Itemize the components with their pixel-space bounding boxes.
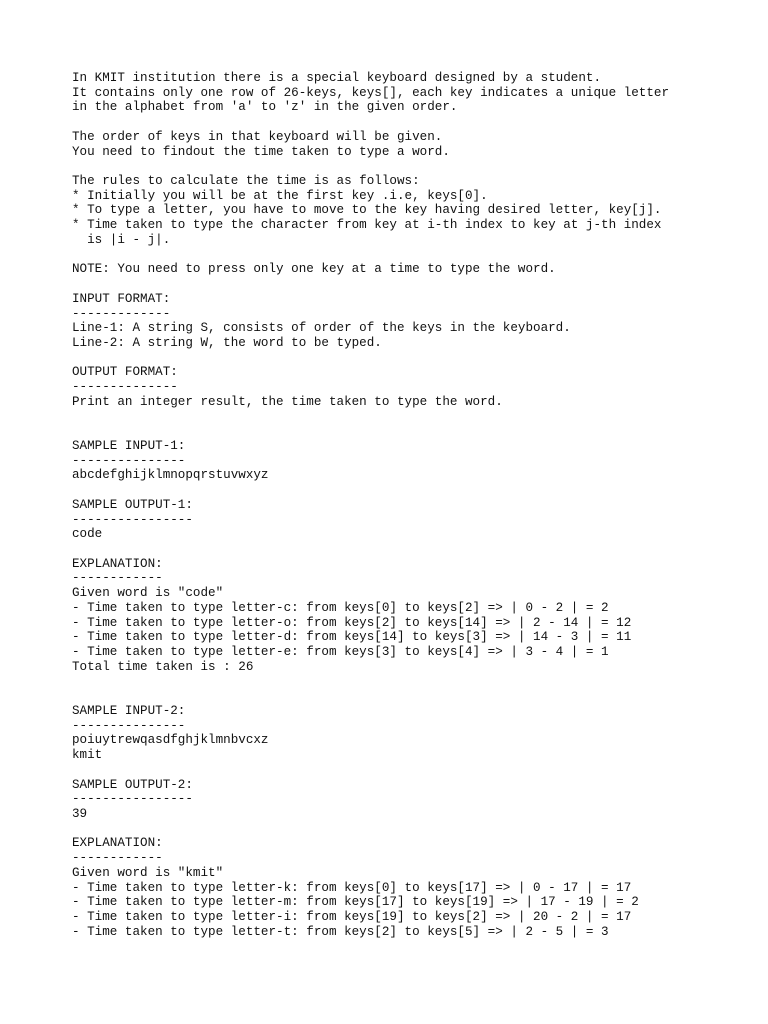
- text-line: - Time taken to type letter-m: from keys[17] to keys[19] => | 17 - 19 | = 2: [72, 895, 639, 910]
- blank-line: [72, 674, 752, 689]
- blank-line: [72, 351, 752, 366]
- text-line: * Time taken to type the character from key at i-th index to key at j-th index: [72, 218, 662, 233]
- text-line: * To type a letter, you have to move to the key having desired letter, key[j].: [72, 203, 662, 218]
- text-line: - Time taken to type letter-c: from keys[0] to keys[2] => | 0 - 2 | = 2: [72, 600, 609, 615]
- text-line: In KMIT institution there is a special keyboard designed by a student.: [72, 71, 602, 85]
- text-line: INPUT FORMAT:: [72, 291, 171, 306]
- blank-line: [72, 424, 752, 439]
- text-line: Given word is "code": [72, 586, 224, 601]
- text-line: abcdefghijklmnopqrstuvwxyz: [72, 468, 269, 483]
- document-page: [72, 71, 752, 939]
- text-line: - Time taken to type letter-i: from keys[19] to keys[2] => | 20 - 2 | = 17: [72, 909, 632, 924]
- text-line: - Time taken to type letter-k: from keys[0] to keys[17] => | 0 - 17 | = 17: [72, 880, 632, 895]
- text-line: SAMPLE OUTPUT-2:: [72, 777, 193, 792]
- text-line: ----------------: [72, 512, 193, 527]
- text-line: You need to findout the time taken to type a word.: [72, 144, 450, 159]
- blank-line: [72, 822, 752, 837]
- text-line: is |i - j|.: [72, 232, 171, 247]
- text-line: ----------------: [72, 792, 193, 807]
- blank-line: [72, 159, 752, 174]
- blank-line: [72, 689, 752, 704]
- blank-line: [72, 542, 752, 557]
- blank-line: [72, 248, 752, 263]
- text-line: ---------------: [72, 453, 186, 468]
- text-line: - Time taken to type letter-d: from keys[14] to keys[3] => | 14 - 3 | = 11: [72, 630, 632, 645]
- text-line: EXPLANATION:: [72, 836, 163, 851]
- text-line: Line-1: A string S, consists of order of the keys in the keyboard.: [72, 321, 571, 336]
- text-line: The rules to calculate the time is as follows:: [72, 174, 420, 189]
- blank-line: [72, 410, 752, 425]
- text-line: OUTPUT FORMAT:: [72, 365, 178, 380]
- text-line: * Initially you will be at the first key .i.e, keys[0].: [72, 188, 488, 203]
- text-line: EXPLANATION:: [72, 556, 163, 571]
- text-line: Total time taken is : 26: [72, 659, 254, 674]
- text-line: - Time taken to type letter-e: from keys[3] to keys[4] => | 3 - 4 | = 1: [72, 645, 609, 660]
- text-line: code: [72, 527, 103, 542]
- text-line: ------------: [72, 571, 163, 586]
- text-line: poiuytrewqasdfghjklmnbvcxz: [72, 733, 269, 748]
- text-line: - Time taken to type letter-t: from keys[2] to keys[5] => | 2 - 5 | = 3: [72, 924, 609, 939]
- text-line: ------------: [72, 851, 163, 866]
- text-line: The order of keys in that keyboard will be given.: [72, 129, 443, 144]
- blank-line: [72, 277, 752, 292]
- text-line: SAMPLE INPUT-2:: [72, 703, 186, 718]
- text-line: ---------------: [72, 718, 186, 733]
- text-line: - Time taken to type letter-o: from keys[2] to keys[14] => | 2 - 14 | = 12: [72, 615, 632, 630]
- text-line: It contains only one row of 26-keys, keys[], each key indicates a unique letter: [72, 85, 670, 100]
- text-line: Given word is "kmit": [72, 865, 224, 880]
- text-line: Line-2: A string W, the word to be typed.: [72, 335, 382, 350]
- blank-line: [72, 483, 752, 498]
- text-line: NOTE: You need to press only one key at a time to type the word.: [72, 262, 556, 277]
- text-line: --------------: [72, 380, 178, 395]
- blank-line: [72, 115, 752, 130]
- text-line: in the alphabet from 'a' to 'z' in the given order.: [72, 100, 458, 115]
- text-line: Print an integer result, the time taken to type the word.: [72, 394, 503, 409]
- text-line: kmit: [72, 748, 103, 763]
- text-line: SAMPLE INPUT-1:: [72, 438, 186, 453]
- text-line: -------------: [72, 306, 171, 321]
- text-line: SAMPLE OUTPUT-1:: [72, 497, 193, 512]
- blank-line: [72, 763, 752, 778]
- text-line: 39: [72, 806, 88, 821]
